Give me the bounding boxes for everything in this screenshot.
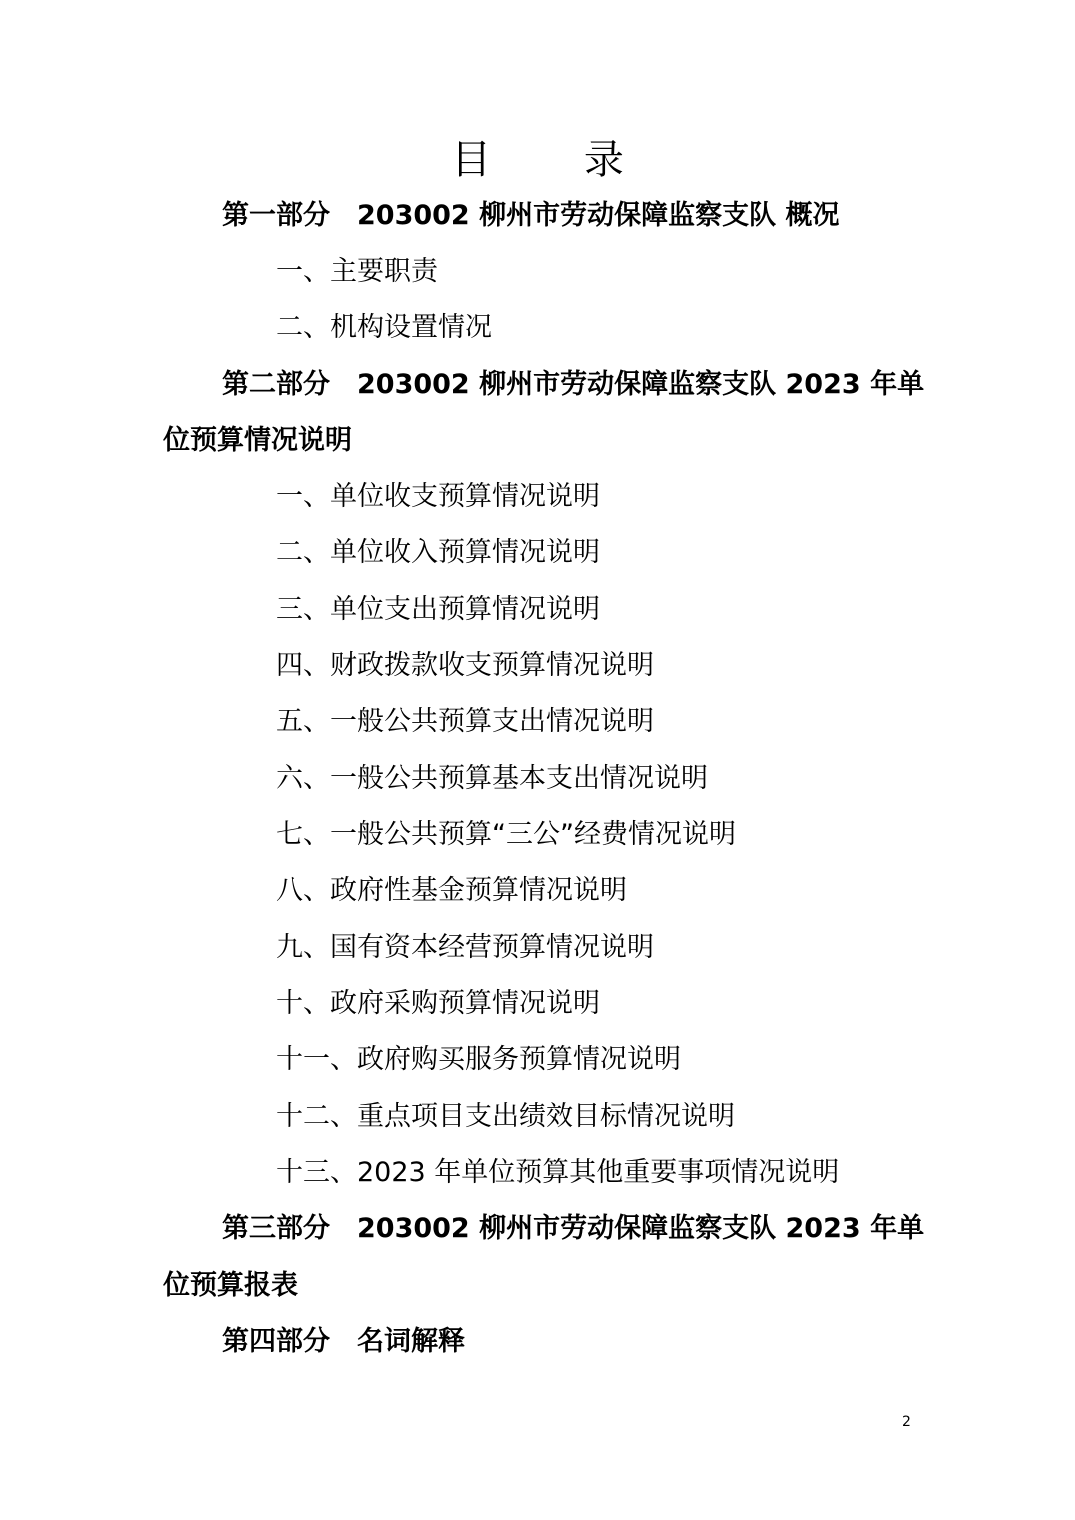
toc-item: 二、单位收入预算情况说明 — [276, 537, 600, 568]
toc-item: 八、政府性基金预算情况说明 — [276, 875, 627, 906]
toc-item: 二、机构设置情况 — [276, 312, 492, 343]
toc-item: 六、一般公共预算基本支出情况说明 — [276, 763, 708, 794]
page-number: 2 — [902, 1414, 911, 1430]
toc-part-2: 第二部分 203002 柳州市劳动保障监察支队 2023 年单 — [222, 369, 925, 400]
toc-part-4: 第四部分 名词解释 — [222, 1326, 465, 1357]
toc-part-3-continued: 位预算报表 — [163, 1270, 298, 1301]
toc-item: 一、主要职责 — [276, 256, 438, 287]
toc-title: 目 录 — [451, 137, 664, 183]
toc-item: 七、一般公共预算“三公”经费情况说明 — [276, 819, 736, 850]
toc-item: 九、国有资本经营预算情况说明 — [276, 932, 654, 963]
toc-item: 五、一般公共预算支出情况说明 — [276, 706, 654, 737]
toc-part-3: 第三部分 203002 柳州市劳动保障监察支队 2023 年单 — [222, 1213, 925, 1244]
toc-item: 十三、2023 年单位预算其他重要事项情况说明 — [276, 1157, 840, 1188]
toc-part-2-continued: 位预算情况说明 — [163, 425, 352, 456]
toc-item: 十、政府采购预算情况说明 — [276, 988, 600, 1019]
toc-item: 十二、重点项目支出绩效目标情况说明 — [276, 1101, 735, 1132]
toc-item: 四、财政拨款收支预算情况说明 — [276, 650, 654, 681]
toc-item: 一、单位收支预算情况说明 — [276, 481, 600, 512]
toc-part-1: 第一部分 203002 柳州市劳动保障监察支队 概况 — [222, 200, 840, 231]
toc-item: 三、单位支出预算情况说明 — [276, 594, 600, 625]
toc-item: 十一、政府购买服务预算情况说明 — [276, 1044, 681, 1075]
